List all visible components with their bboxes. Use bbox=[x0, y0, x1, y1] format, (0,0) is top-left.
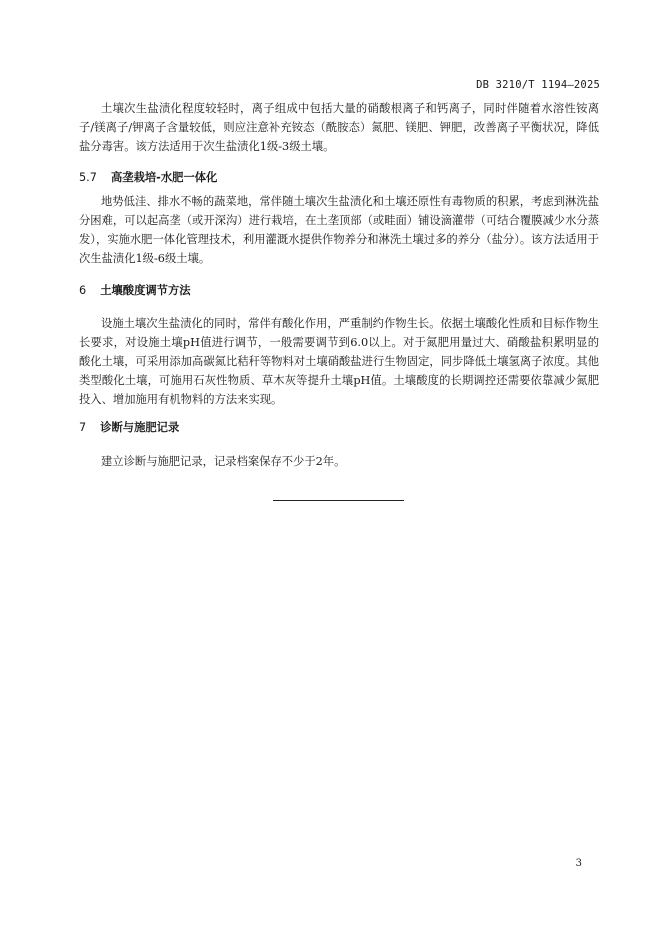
section-6-heading bbox=[79, 282, 191, 298]
section-7-title: 诊断与施肥记录 bbox=[100, 421, 180, 434]
section-7-paragraph: 建立诊断与施肥记录，记录档案保存不少于2年。 bbox=[101, 455, 346, 468]
page-number: 3 bbox=[575, 858, 582, 869]
section-5-7-number: 5.7 bbox=[79, 171, 97, 184]
standard-code: DB 3210/T 1194—2025 bbox=[476, 79, 600, 91]
intro-paragraph: 土壤次生盐渍化程度较轻时，离子组成中包括大量的硝酸根离子和钙离子，同时伴随着水溶性铵离子/镁离子/钾离子含量较低，则应注意补充铵态（酰胺态）氮肥、镁肥、钾肥，改善离子平衡状况，降低盐分毒害。该方法适用于次生盐渍化1级-3级土壤。 bbox=[79, 102, 599, 153]
section-6-number: 6 bbox=[79, 284, 87, 297]
section-5-7-title: 高垄栽培-水肥一体化 bbox=[110, 171, 218, 184]
section-5-7-paragraph: 地势低洼、排水不畅的蔬菜地，常伴随土壤次生盐渍化和土壤还原性有毒物质的积累，考虑到淋洗盐分困难，可以起高垄（或开深沟）进行栽培，在土垄顶部（或畦面）铺设滴灌带（可结合覆膜减少水分蒸发），实施水肥一体化管理技术，利用灌溉水提供作物养分和淋洗土壤过多的养分（盐分）。该方法适用于次生盐渍化1级-6级土壤。 bbox=[79, 195, 599, 265]
section-6-title: 土壤酸度调节方法 bbox=[100, 284, 191, 297]
section-7-number: 7 bbox=[79, 421, 87, 434]
section-5-7-heading bbox=[79, 169, 217, 185]
section-6-paragraph: 设施土壤次生盐渍化的同时，常伴有酸化作用，严重制约作物生长。依据土壤酸化性质和目标作物生长要求，对设施土壤pH值进行调节，一般需要调节到6.0以上。对于氮肥用量过大、硝酸盐积累明显的酸化土壤，可采用添加高碳氮比秸秆等物料对土壤硝酸盐进行生物固定，同步降低土壤氢离子浓度。其他类型酸化土壤，可施用石灰性物质、草木灰等提升土壤pH值。土壤酸度的长期调控还需要依靠减少氮肥投入、增加施用有机物料的方法来实现。 bbox=[79, 317, 599, 406]
section-7-heading bbox=[79, 419, 179, 435]
end-rule bbox=[273, 500, 404, 501]
